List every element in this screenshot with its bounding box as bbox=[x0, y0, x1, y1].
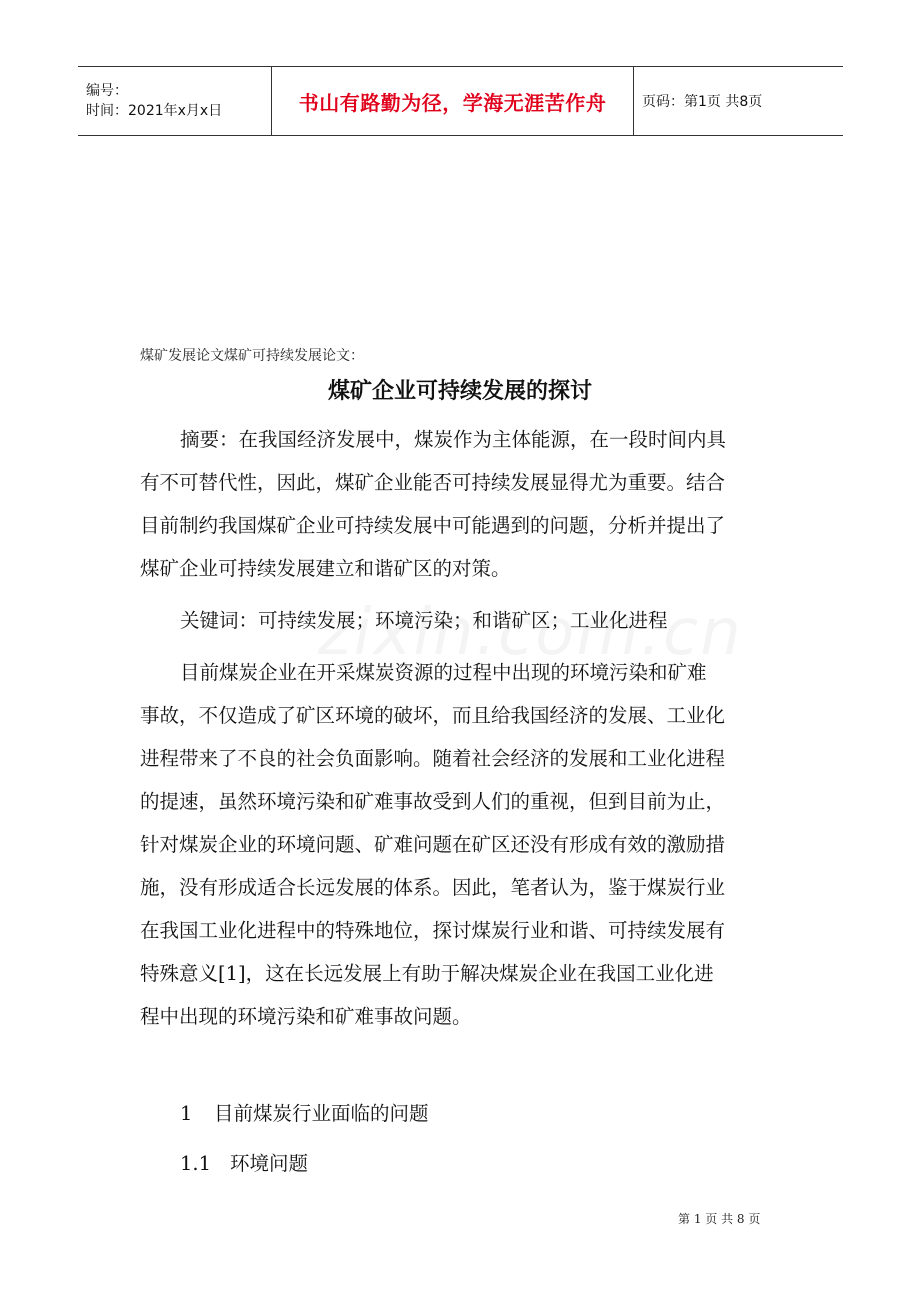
section-1-1-heading bbox=[140, 1142, 790, 1185]
section-1-title: 目前煤炭行业面临的问题 bbox=[214, 1102, 429, 1125]
document-header bbox=[78, 66, 843, 136]
document-title: 煤矿企业可持续发展的探讨 bbox=[327, 378, 592, 404]
section-headings bbox=[140, 1092, 790, 1185]
paragraph-line: 施，没有形成适合长远发展的体系。因此，笔者认为，鉴于煤炭行业 bbox=[140, 876, 726, 899]
section-1-number: 1 bbox=[180, 1102, 193, 1125]
header-time-label: 时间：2021年x月x日 bbox=[86, 103, 223, 119]
section-1-1-title: 环境问题 bbox=[230, 1152, 309, 1175]
header-page-info: 页码：第1页 共8页 bbox=[642, 94, 763, 110]
keywords-line: 关键词：可持续发展；环境污染；和谐矿区；工业化进程 bbox=[180, 609, 668, 632]
header-motto: 书山有路勤为径，学海无涯苦作舟 bbox=[298, 90, 607, 115]
paragraph-line: 进程带来了不良的社会负面影响。随着社会经济的发展和工业化进程 bbox=[140, 747, 726, 770]
page-footer: 第 1 页 共 8 页 bbox=[678, 1212, 761, 1226]
paragraph-line: 特殊意义[1]，这在长远发展上有助于解决煤炭企业在我国工业化进 bbox=[140, 962, 714, 985]
header-meta bbox=[78, 67, 272, 135]
source-line: 煤矿发展论文煤矿可持续发展论文： bbox=[140, 348, 364, 364]
header-motto-cell bbox=[272, 67, 634, 135]
abstract-line: 目前制约我国煤矿企业可持续发展中可能遇到的问题，分析并提出了 bbox=[140, 514, 726, 537]
abstract-line: 煤矿企业可持续发展建立和谐矿区的对策。 bbox=[140, 557, 511, 580]
header-number-label: 编号： bbox=[86, 83, 128, 99]
paragraph-line: 程中出现的环境污染和矿难事故问题。 bbox=[140, 1005, 472, 1028]
paragraph-line: 在我国工业化进程中的特殊地位，探讨煤炭行业和谐、可持续发展有 bbox=[140, 919, 726, 942]
section-1-1-number: 1.1 bbox=[180, 1152, 212, 1175]
paragraph-line: 目前煤炭企业在开采煤炭资源的过程中出现的环境污染和矿难 bbox=[180, 661, 707, 684]
abstract bbox=[140, 418, 790, 1038]
section-1-heading bbox=[140, 1092, 790, 1135]
abstract-line: 摘要：在我国经济发展中，煤炭作为主体能源，在一段时间内具 bbox=[180, 428, 727, 451]
abstract-line: 有不可替代性，因此，煤矿企业能否可持续发展显得尤为重要。结合 bbox=[140, 471, 726, 494]
paragraph-line: 的提速，虽然环境污染和矿难事故受到人们的重视，但到目前为止， bbox=[140, 790, 726, 813]
paragraph-line: 事故，不仅造成了矿区环境的破坏，而且给我国经济的发展、工业化 bbox=[140, 704, 726, 727]
paragraph-line: 针对煤炭企业的环境问题、矿难问题在矿区还没有形成有效的激励措 bbox=[140, 833, 726, 856]
